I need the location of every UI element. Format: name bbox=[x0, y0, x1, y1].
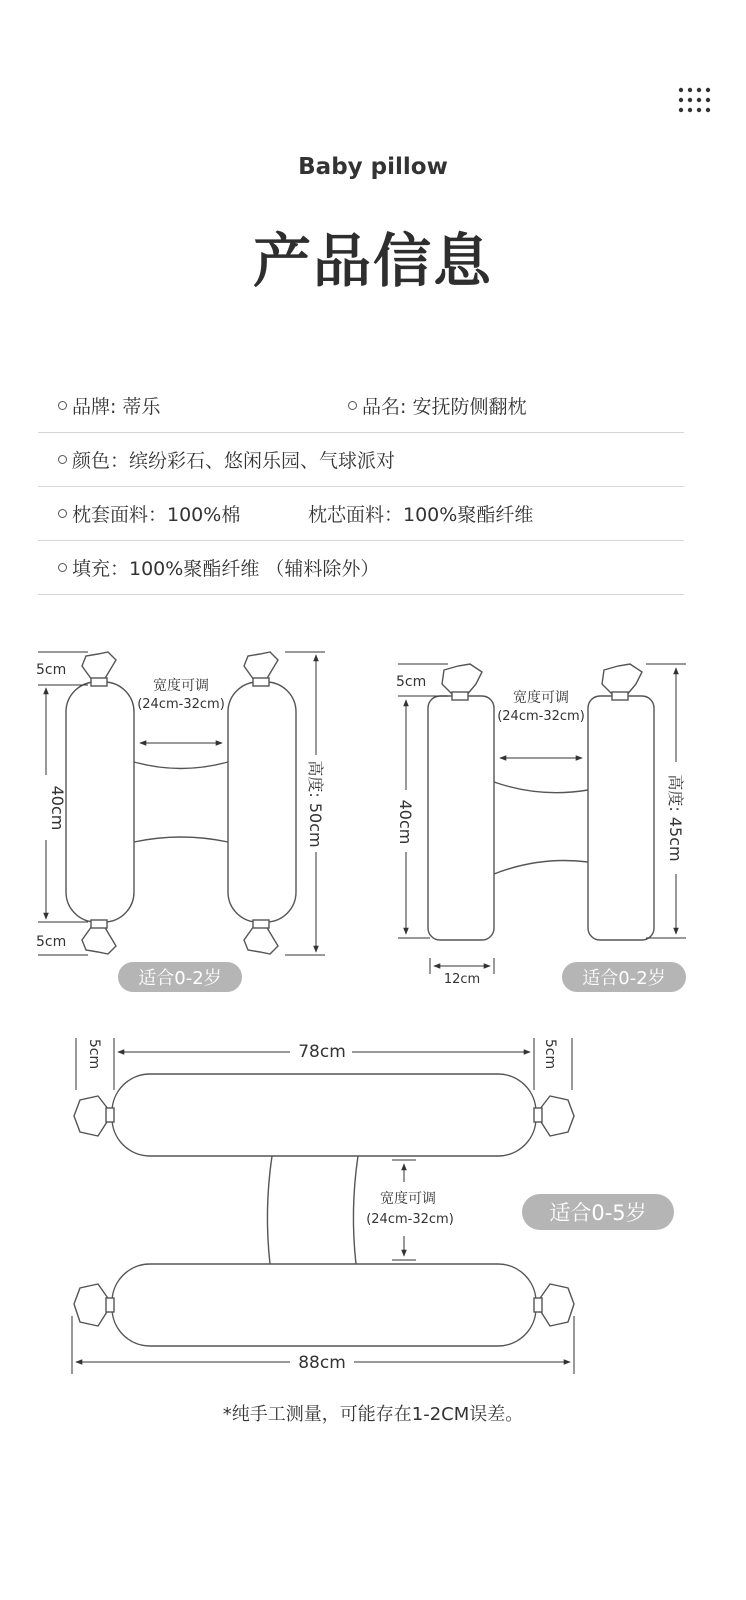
core-fabric-text: 枕芯面料：100%聚酯纤维 bbox=[308, 504, 534, 526]
d3-length-top-label: 78cm bbox=[298, 1042, 346, 1062]
d3-width-label: 宽度可调 bbox=[380, 1191, 436, 1207]
colors-text: 颜色：缤纷彩石、悠闲乐园、气球派对 bbox=[72, 450, 396, 472]
bullet-icon bbox=[348, 401, 357, 410]
filling-cell bbox=[58, 554, 379, 581]
d3-age-badge-text: 适合0-5岁 bbox=[549, 1201, 647, 1225]
cover-fabric-text: 枕套面料：100%棉 bbox=[72, 504, 241, 526]
d2-body-label: 40cm bbox=[396, 799, 415, 845]
d1-top-tie-label: 5cm bbox=[36, 662, 67, 678]
info-row-filling bbox=[38, 540, 684, 595]
bullet-icon bbox=[58, 401, 67, 410]
d1-width-range: (24cm-32cm) bbox=[137, 697, 225, 712]
d2-age-badge-text: 适合0-2岁 bbox=[582, 968, 666, 989]
d1-bottom-tie-label: 5cm bbox=[36, 934, 67, 950]
info-row-fabric bbox=[38, 486, 684, 541]
product-name-cell bbox=[348, 392, 526, 419]
size-diagrams bbox=[0, 630, 746, 1390]
d3-right-tie-label: 5cm bbox=[542, 1038, 558, 1070]
bullet-icon bbox=[58, 563, 67, 572]
info-row-colors bbox=[38, 432, 684, 487]
d1-height-label: 高度: 50cm bbox=[306, 760, 325, 848]
dot-grid-icon[interactable] bbox=[678, 87, 714, 115]
product-name-text: 品名: 安抚防侧翻枕 bbox=[362, 396, 527, 418]
d2-height-label: 高度: 45cm bbox=[666, 774, 685, 862]
d1-body-label: 40cm bbox=[48, 785, 67, 831]
diagram-3 bbox=[72, 1038, 574, 1374]
d3-length-bottom-label: 88cm bbox=[298, 1353, 346, 1373]
cover-fabric-cell bbox=[58, 500, 240, 527]
filling-text: 填充：100%聚酯纤维 （辅料除外） bbox=[72, 558, 380, 580]
d3-left-tie-label: 5cm bbox=[86, 1038, 102, 1070]
d2-width-range: (24cm-32cm) bbox=[497, 709, 585, 724]
brand-cell bbox=[58, 392, 160, 419]
info-row-brand bbox=[38, 378, 684, 433]
brand-text: 品牌: 蒂乐 bbox=[72, 396, 161, 418]
d3-width-range: (24cm-32cm) bbox=[366, 1212, 454, 1227]
measurement-note: *纯手工测量，可能存在1-2CM误差。 bbox=[222, 1404, 524, 1425]
d1-age-badge-text: 适合0-2岁 bbox=[138, 968, 222, 989]
page-title: 产品信息 bbox=[252, 227, 493, 295]
d1-width-label: 宽度可调 bbox=[153, 678, 209, 694]
d2-width-label: 宽度可调 bbox=[513, 690, 569, 706]
bullet-icon bbox=[58, 509, 67, 518]
colors-cell bbox=[58, 446, 395, 473]
d2-top-tie-label: 5cm bbox=[396, 674, 427, 690]
d2-diameter-label: 12cm bbox=[443, 972, 481, 987]
page-subtitle: Baby pillow bbox=[298, 154, 448, 180]
bullet-icon bbox=[58, 455, 67, 464]
